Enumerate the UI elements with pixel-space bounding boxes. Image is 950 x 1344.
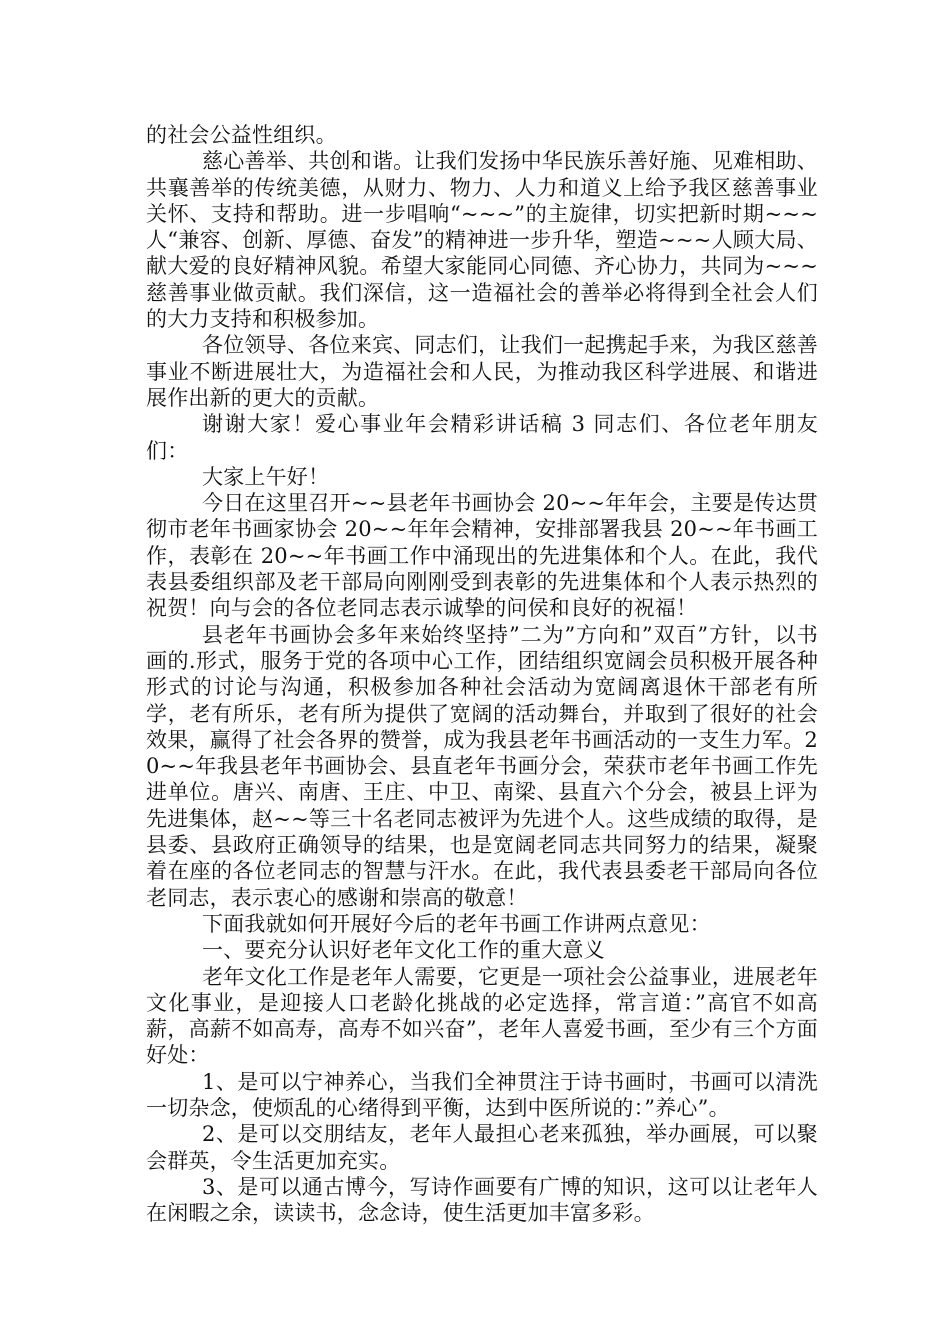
list-item-benefit-1: 1、是可以宁神养心，当我们全神贯注于诗书画时，书画可以清洗一切杂念，使烦乱的心绪得到平衡，达到中医所说的：”养心”。 <box>146 1069 818 1120</box>
paragraph-meeting-intro: 今日在这里召开~~县老年书画协会 20~~年年会，主要是传达贯彻市老年书画家协会 20~~年年会精神，安排部署我县 20~~年书画工作，表彰在 20~~年书画工作中涌现出的先进集体和个人。在此，我代表县委组织部及老干部局向刚刚受到表彰的先进集体和个人表示热烈的祝贺！向与会的各位老同志表示诚挚的问侯和良好的祝福！ <box>146 491 818 621</box>
document-body <box>146 122 818 1226</box>
paragraph-closing-appeal: 各位领导、各位来宾、同志们，让我们一起携起手来，为我区慈善事业不断进展壮大，为造福社会和人民，为推动我区科学进展、和谐进展作出新的更大的贡献。 <box>146 333 818 410</box>
paragraph-elderly-culture: 老年文化工作是老年人需要，它更是一项社会公益事业，进展老年文化事业，是迎接人口老龄化挑战的必定选择，常言道：”高官不如高薪，高薪不如高寿，高寿不如兴奋”，老年人喜爱书画，至少有三个方面好处： <box>146 964 818 1068</box>
paragraph-charity-call: 慈心善举、共创和谐。让我们发扬中华民族乐善好施、见难相助、共襄善举的传统美德，从财力、物力、人力和道义上给予我区慈善事业关怀、支持和帮助。进一步唱响“~~~”的主旋律，切实把新时期~~~人“兼容、创新、厚德、奋发”的精神进一步升华，塑造~~~人顾大局、献大爱的良好精神风貌。希望大家能同心同德、齐心协力，共同为~~~慈善事业做贡献。我们深信，这一造福社会的善举必将得到全社会人们的大力支持和积极参加。 <box>146 149 818 332</box>
paragraph-greeting: 大家上午好！ <box>202 464 330 489</box>
list-item-benefit-3: 3、是可以通古博今，写诗作画要有广博的知识，这可以让老年人在闲暇之余，读读书，念念诗，使生活更加丰富多彩。 <box>146 1174 818 1226</box>
paragraph-thanks-and-salutation: 谢谢大家！爱心事业年会精彩讲话稿 3 同志们、各位老年朋友们： <box>146 412 818 463</box>
section-heading-1: 一、要充分认识好老年文化工作的重大意义 <box>202 938 605 963</box>
paragraph-continuation: 的社会公益性组织。 <box>146 123 337 147</box>
list-item-benefit-2: 2、是可以交朋结友，老年人最担心老来孤独，举办画展，可以聚会群英，令生活更加充实。 <box>146 1122 818 1173</box>
paragraph-opinions-intro: 下面我就如何开展好今后的老年书画工作讲两点意见： <box>202 911 711 936</box>
paragraph-association-achievements: 县老年书画协会多年来始终坚持”二为”方向和”双百”方针，以书画的.形式，服务于党的各项中心工作，团结组织宽阔会员积极开展各种形式的讨论与沟通，积极参加各种社会活动为宽阔离退休干部老有所学，老有所乐，老有所为提供了宽阔的活动舞台，并取到了很好的社会效果，赢得了社会各界的赞誉，成为我县老年书画活动的一支生力军。20~~年我县老年书画协会、县直老年书画分会，荣获市老年书画工作先进单位。唐兴、南唐、王庄、中卫、南梁、县直六个分会，被县上评为先进集体，赵~~等三十名老同志被评为先进个人。这些成绩的取得，是县委、县政府正确领导的结果，也是宽阔老同志共同努力的结果，凝聚着在座的各位老同志的智慧与汗水。在此，我代表县委老干部局向各位老同志，表示衷心的感谢和崇高的敬意！ <box>146 622 818 910</box>
